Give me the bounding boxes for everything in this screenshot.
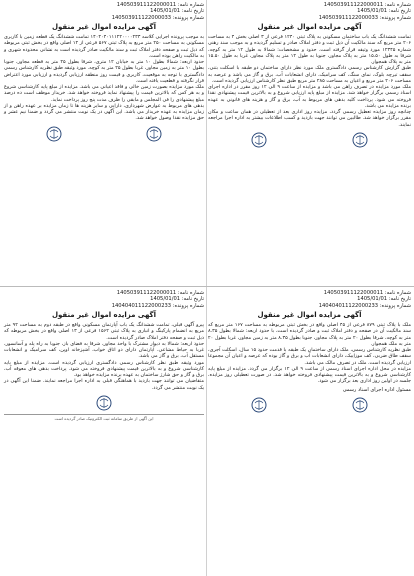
paragraph: حدود اربعه: شمالا بطول ۱۰ متر به خیابان ۱۲ متری، شرقا بطول ۲۵ متر به قطعه مجاور، جنوبا بطول ۱۰ متر به زمین مجاور، غربا بطول ۲۵ متر به کوچه. مورد وثیقه طبق نظریه کارشناس رسمی دادگستری با توجه به موقعیت، کاربری و قیمت روز منطقه ارزیابی گردیده و ارزیابی مورد اعتراض قرار نگرفته و قطعیت یافته است. [4, 59, 205, 84]
seal-row [208, 131, 411, 149]
paragraph: طبق گزارش کارشناس رسمی دادگستری ملک مورد نظر دارای ساختمان دو طبقه با اسکلت بتنی، سقف تیرچه بلوک، نمای سنگ، کف سرامیک، دارای انشعابات آب، برق و گاز می باشد و عرصه به مساحت ۲۰۶ متر مربع و اعیان به مساحت ۲۸۵ متر مربع طبق نظر کارشناس ارزیابی گردیده است. [208, 65, 411, 84]
paragraph: ملک با پلاک ثبتی ۸۷۹ فرعی از ۴۵ اصلی واقع در بخش ثبتی مربوطه به مساحت ۱۶۷ متر مربع که سند مالکیت آن در صفحه و دفتر املاک ثبت و صادر گردیده است، با حدود اربعه: شمالا بطول ۸.۳۵ متر به کوچه، شرقا بطول ۲۰ متر به پلاک مجاور، جنوبا بطول ۸.۳۵ متر به زمین مجاور، غربا بطول ۲۰ متر به ملک همجوار. [208, 322, 411, 347]
notice-bottom-left [4, 290, 204, 421]
paragraph: چنانچه روز مزایده تعطیل رسمی گردد، مزایده روز اداری بعد از تعطیلی در همان ساعت و مکان مقرر برگزار خواهد شد. طالبین می توانند جهت بازدید و کسب اطلاعات بیشتر به اداره اجرا مراجعه نمایند. [208, 109, 411, 128]
notice-body [208, 34, 411, 128]
notice-body [4, 322, 204, 391]
seal-row [208, 396, 411, 414]
seal-row [4, 125, 204, 143]
emblem-seal-icon [42, 125, 66, 143]
notice-bottom-right [208, 290, 411, 414]
emblem-seal-icon [348, 396, 372, 414]
notice-title: آگهی مزایده اموال غیر منقول [257, 311, 362, 320]
paragraph: مورد وثیقه طبق نظر کارشناس رسمی دادگستری ارزیابی گردیده است. مزایده از مبلغ پایه کارشناسی شروع و به بالاترین قیمت پیشنهادی فروخته می شود. پرداخت بدهی های معوقه آب، برق و گاز و حق شارژ ساختمان به عهده برنده مزایده خواهد بود. [4, 359, 204, 379]
notice-body [208, 322, 411, 385]
emblem-seal-icon [348, 131, 372, 149]
meta-line: شماره نامه: 140503911122000011 [323, 2, 411, 8]
meta-line: شماره نامه: 140503911122000011 [323, 290, 411, 296]
paragraph: ملک مورد مزایده بصورت زمین خالی و فاقد اعیانی می باشد. مزایده از مبلغ پایه کارشناسی شروع و به هر کس که بالاترین قیمت را پیشنهاد نماید فروخته خواهد شد. خریدار موظف است ده درصد مبلغ پیشنهادی را فی المجلس و مابقی را ظرف مدت پنج روز پرداخت نماید. [4, 84, 204, 103]
meta-line: شماره پرونده: 140404011122000233 [318, 302, 411, 309]
notice-meta [4, 2, 204, 21]
meta-line: تاریخ نامه: 1405/01/01 [357, 296, 411, 303]
emblem-seal-icon [247, 131, 271, 149]
paragraph: به موجب پرونده اجرایی کلاسه ۱۴۰۴۰۴۰۱۱۱۲۲۰۰۰۰۲۳۳ تمامت ششدانگ یک قطعه زمین با کاربری مسکونی به مساحت ۲۵۰ متر مربع به پلاک ثبتی ۵۶۷ فرعی از ۱۲ اصلی واقع در بخش ثبتی مربوطه که ذیل ثبت و صفحه دفتر املاک ثبت و سند مالکیت صادر گردیده است به نشانی محدوده شهری و به مالکیت راهن بوده است. [4, 34, 205, 59]
emblem-seal-icon [92, 394, 116, 412]
meta-line: شماره نامه: 140503911122000011 [116, 2, 204, 8]
paragraph: متقاضیان می توانند جهت بازدید با هماهنگی قبلی به اداره اجرا مراجعه نمایند. ضمنا این آگهی در یک نوبت منتشر می گردد. [4, 378, 204, 391]
meta-line: تاریخ نامه: 1405/01/01 [150, 296, 204, 303]
paragraph: ملک مورد مزایده در تصرف راهن می باشد و مزایده از ساعت ۹ الی ۱۲ روز مقرر در اداره اجرای اسناد رسمی برگزار خواهد شد. مزایده از مبلغ پایه ارزیابی شروع و به بالاترین قیمت پیشنهادی نقدا فروخته می شود. پرداخت کلیه بدهی های مربوط به آب، برق و گاز و هزینه های قانونی به عهده برنده مزایده می باشد. [208, 84, 411, 109]
notice-title: آگهی مزایده اموال غیر منقول [51, 311, 157, 320]
footer-note: این آگهی از طریق سامانه ثبت الکترونیک صادر گردیده است [4, 414, 204, 421]
meta-line: تاریخ نامه: 1405/01/01 [357, 8, 411, 15]
notice-title: آگهی مزایده اموال غیر منقول [257, 23, 362, 32]
notice-body [4, 34, 204, 122]
notice-meta [208, 2, 411, 21]
seal-row [4, 394, 204, 412]
paragraph: مزایده در محل اداره اجرای اسناد رسمی از ساعت ۹ الی ۱۲ برگزار می گردد. مزایده از مبلغ پایه کارشناسی شروع و به بالاترین قیمت پیشنهادی فروخته خواهد شد. در صورت تعطیلی روز مزایده، جلسه در اولین روز اداری بعد برگزار می شود. [208, 365, 411, 385]
horizontal-divider [0, 286, 414, 287]
paragraph: پیرو آگهی قبلی، تمامت ششدانگ یک باب آپارتمان مسکونی واقع در طبقه دوم به مساحت ۹۲ متر مربع به انضمام پارکینگ و انباری به پلاک ثبتی ۱۵۶۲ فرعی از ۱۳ اصلی واقع در بخش مربوطه که ذیل ثبت و صفحه دفتر املاک صادر گردیده است. [4, 322, 204, 341]
emblem-seal-icon [142, 125, 166, 143]
notice-meta [208, 290, 411, 309]
meta-line: شماره پرونده: 140503911122000033 [111, 14, 204, 21]
paragraph: حدود اربعه: شمالا به دیوار مشترک با واحد مجاور، شرقا به فضای باز، جنوبا به راه پله و آسانسور، غربا به حیاط مشاعی. آپارتمان دارای دو اتاق خواب، آشپزخانه اوپن، کف سرامیک و انشعابات مستقل آب، برق و گاز می باشد. [4, 340, 204, 360]
notice-top-left [4, 2, 204, 143]
signature-line: مسئول اداره اجرای اسناد رسمی [342, 386, 411, 393]
meta-line: شماره پرونده: 140404011122000233 [111, 302, 204, 309]
notice-title: آگهی مزایده اموال غیر منقول [51, 23, 157, 32]
vertical-divider [206, 0, 207, 576]
paragraph: طبق نظریه کارشناس رسمی، ملک دارای ساختمان یک طبقه با قدمت حدود ۱۵ سال، اسکلت آجری، سقف طاق ضربی، کف موزاییک، دارای انشعابات آب و برق و گاز بوده که عرصه و اعیان آن مجموعا ارزیابی گردیده است. ملک در تصرف مالک می باشد. [208, 347, 411, 366]
paragraph: بدهی های مربوط به عوارض شهرداری، دارایی و سایر هزینه ها تا زمان مزایده بر عهده راهن و از زمان مزایده به عهده خریدار می باشد. این آگهی در یک نوبت منتشر می گردد و ضمنا نیم عشر و حق مزایده نقدا وصول خواهد شد. [4, 102, 204, 122]
meta-line: شماره پرونده: 140503911122000033 [318, 14, 411, 21]
emblem-seal-icon [247, 396, 271, 414]
paragraph: تمامت ششدانگ یک باب ساختمان مسکونی به پلاک ثبتی ۱۲۴۰ فرعی از ۳ اصلی بخش ۴ به مساحت ۲۰۶ متر مربع که سند مالکیت آن ذیل ثبت و دفتر املاک صادر و تسلیم گردیده و به موجب سند رهنی شماره ۱۲۳۴۵ مورد وثیقه قرار گرفته است. حدود و مشخصات: شمالا به طول ۱۲ متر به کوچه، شرقا به طول ۱۵.۵۰ متر به پلاک مجاور، جنوبا به طول ۱۲ متر به پلاک مجاور، غربا به طول ۱۵.۵۰ متر به پلاک همجوار. [208, 34, 411, 66]
notice-top-right [208, 2, 411, 149]
meta-line: شماره نامه: 140503911122000011 [116, 290, 204, 296]
meta-line: تاریخ نامه: 1405/01/01 [150, 8, 204, 15]
notice-meta [4, 290, 204, 309]
